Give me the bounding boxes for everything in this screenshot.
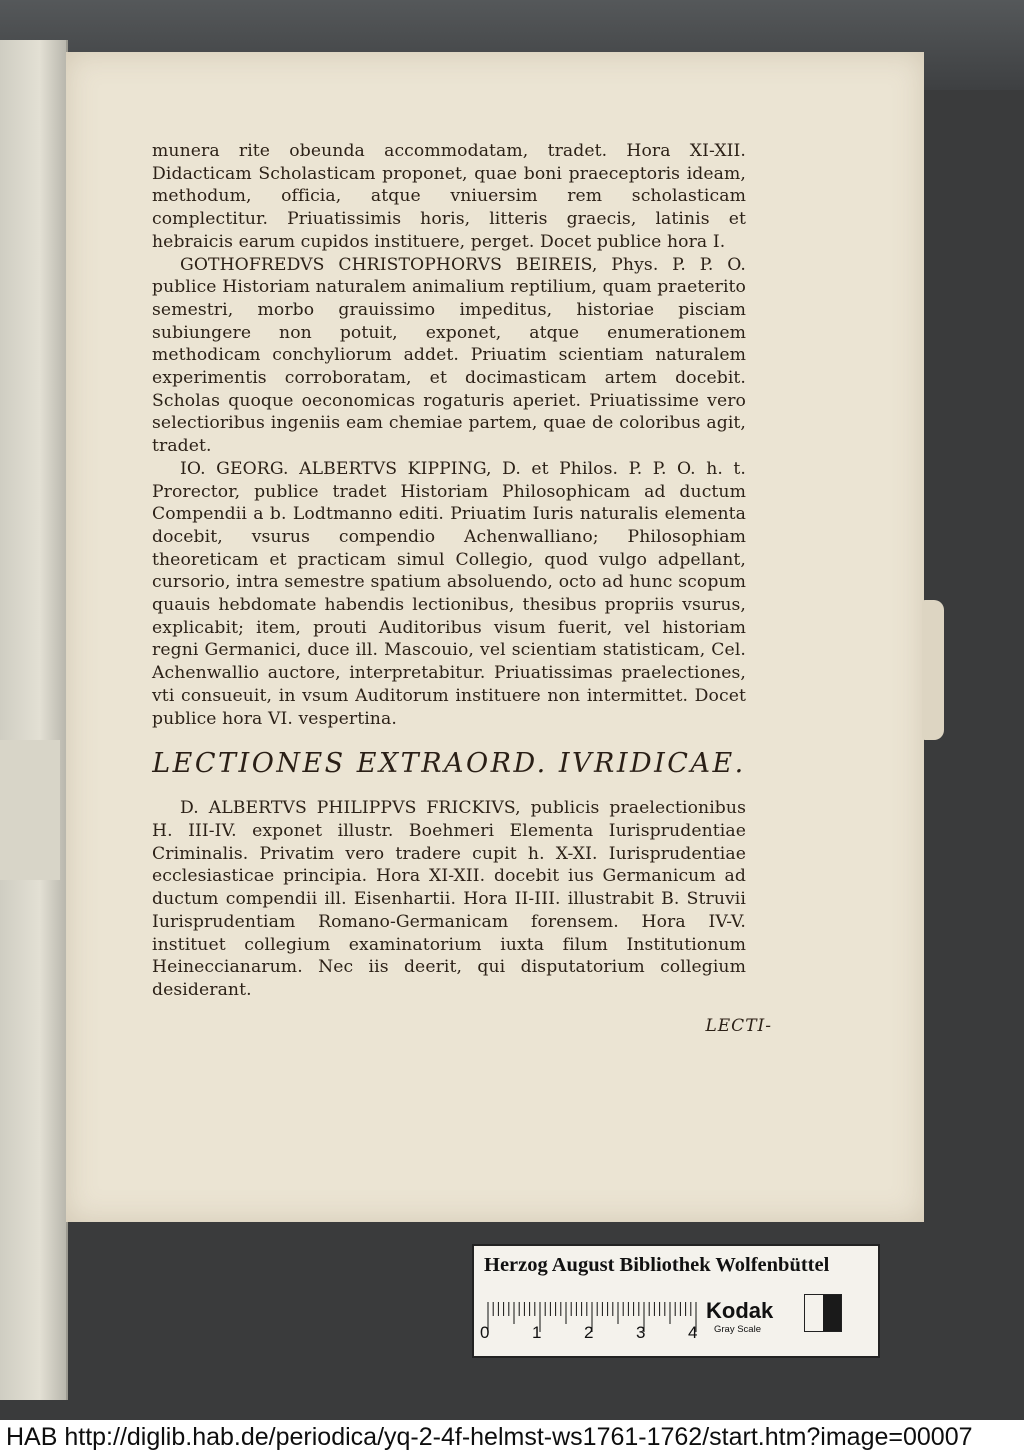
ruler-number: 3: [636, 1323, 646, 1342]
ruler-number: 0: [480, 1323, 490, 1342]
page-text-block: [152, 140, 772, 1042]
ruler-numbers: [480, 1323, 740, 1343]
library-name: Herzog August Bibliothek Wolfenbüttel: [484, 1254, 830, 1276]
adjacent-page-edge: [0, 40, 68, 1400]
document-page: [66, 52, 924, 1222]
paragraph-kipping: IO. GEORG. ALBERTVS KIPPING, D. et Philos. P. P. O. h. t. Prorector, publice tradet Historiam Philosophicam ad ductum Compendii a b. Lodtmanno editi. Priuatim Iuris naturalis elementa docebit, vsurus compendio Achenwalliano; Philosophiam theoreticam et practicam simul Collegio, quod vulgo adpellant, cursorio, intra semestre spatium absoluendo, octo ad hunc scopum quauis hebdomate habendis lectionibus, thesibus propriis vsurus, explicabit; item, prouti Auditoribus visum fuerit, vel historiam regni Germanici, duce ill. Mascouio, vel scientiam statisticam, Cel. Achenwallio auctore, interpretabitur. Priuatissimas praelectiones, vti consueuit, in vsum Auditorum instituere non intermittet. Docet publice hora VI. vespertina.: [152, 458, 746, 729]
paragraph-1: munera rite obeunda accommodatam, tradet. Hora XI-XII. Didacticam Scholasticam proponet, quae boni praeceptoris ideam, methodum, officia, atque vniuersim rem scholasticam complectitur. Priuatissimis horis, litteris graecis, latinis et hebraicis earum cupidos instituere, perget. Docet publice hora I.: [152, 141, 746, 252]
kodak-logo: Kodak: [706, 1298, 774, 1323]
ruler-number: 1: [532, 1323, 542, 1342]
gray-scale-swatch: [804, 1294, 842, 1332]
source-url-footer: HAB http://diglib.hab.de/periodica/yq-2-4f-helmst-ws1761-1762/start.htm?image=00007: [0, 1420, 1024, 1454]
ruler-number: 4: [688, 1323, 698, 1342]
ruler-number: 2: [584, 1323, 594, 1342]
adjacent-page-fold: [0, 740, 60, 880]
gray-scale-label: Gray Scale: [714, 1324, 761, 1335]
page-edge-tear: [922, 600, 944, 740]
section-heading: LECTIONES EXTRAORD. IVRIDICAE.: [152, 748, 746, 780]
paragraph-frickius: D. ALBERTVS PHILIPPVS FRICKIVS, publicis praelectionibus H. III-IV. exponet illustr. Boehmeri Elementa Iurisprudentiae Criminalis. Privatim vero tradere cupit h. X-XI. Iurisprudentiae ecclesiasticae principia. Hora XI-XII. docebit ius Germanicum ad ductum compendii ill. Eisenhartii. Hora II-III. illustrabit B. Struvii Iurisprudentiam Romano-Germanicam forensem. Hora IV-V. instituet collegium examinatorium iuxta filum Institutionum Heineccianarum. Nec iis deerit, qui disputatorium collegium desiderant.: [152, 798, 746, 1000]
catchword-row: [152, 1002, 772, 1042]
catchword: LECTI-: [705, 1015, 772, 1036]
paragraph-beireis: GOTHOFREDVS CHRISTOPHORVS BEIREIS, Phys. P. P. O. publice Historiam naturalem animalium reptilium, quam praeterito semestri, morbo grauissimo impeditus, historiae pisciam subiungere non potuit, exponet, atque enumerationem methodicam conchyliorum addet. Priuatim scientiam naturalem experimentis corroboratam, et docimasticam artem docebit. Scholas quoque oeconomicas rogaturis aperiet. Priuatissime vero selectioribus ingeniis eam chemiae partem, quae de coloribus agit, tradet.: [152, 254, 746, 457]
library-color-card: [472, 1244, 880, 1358]
